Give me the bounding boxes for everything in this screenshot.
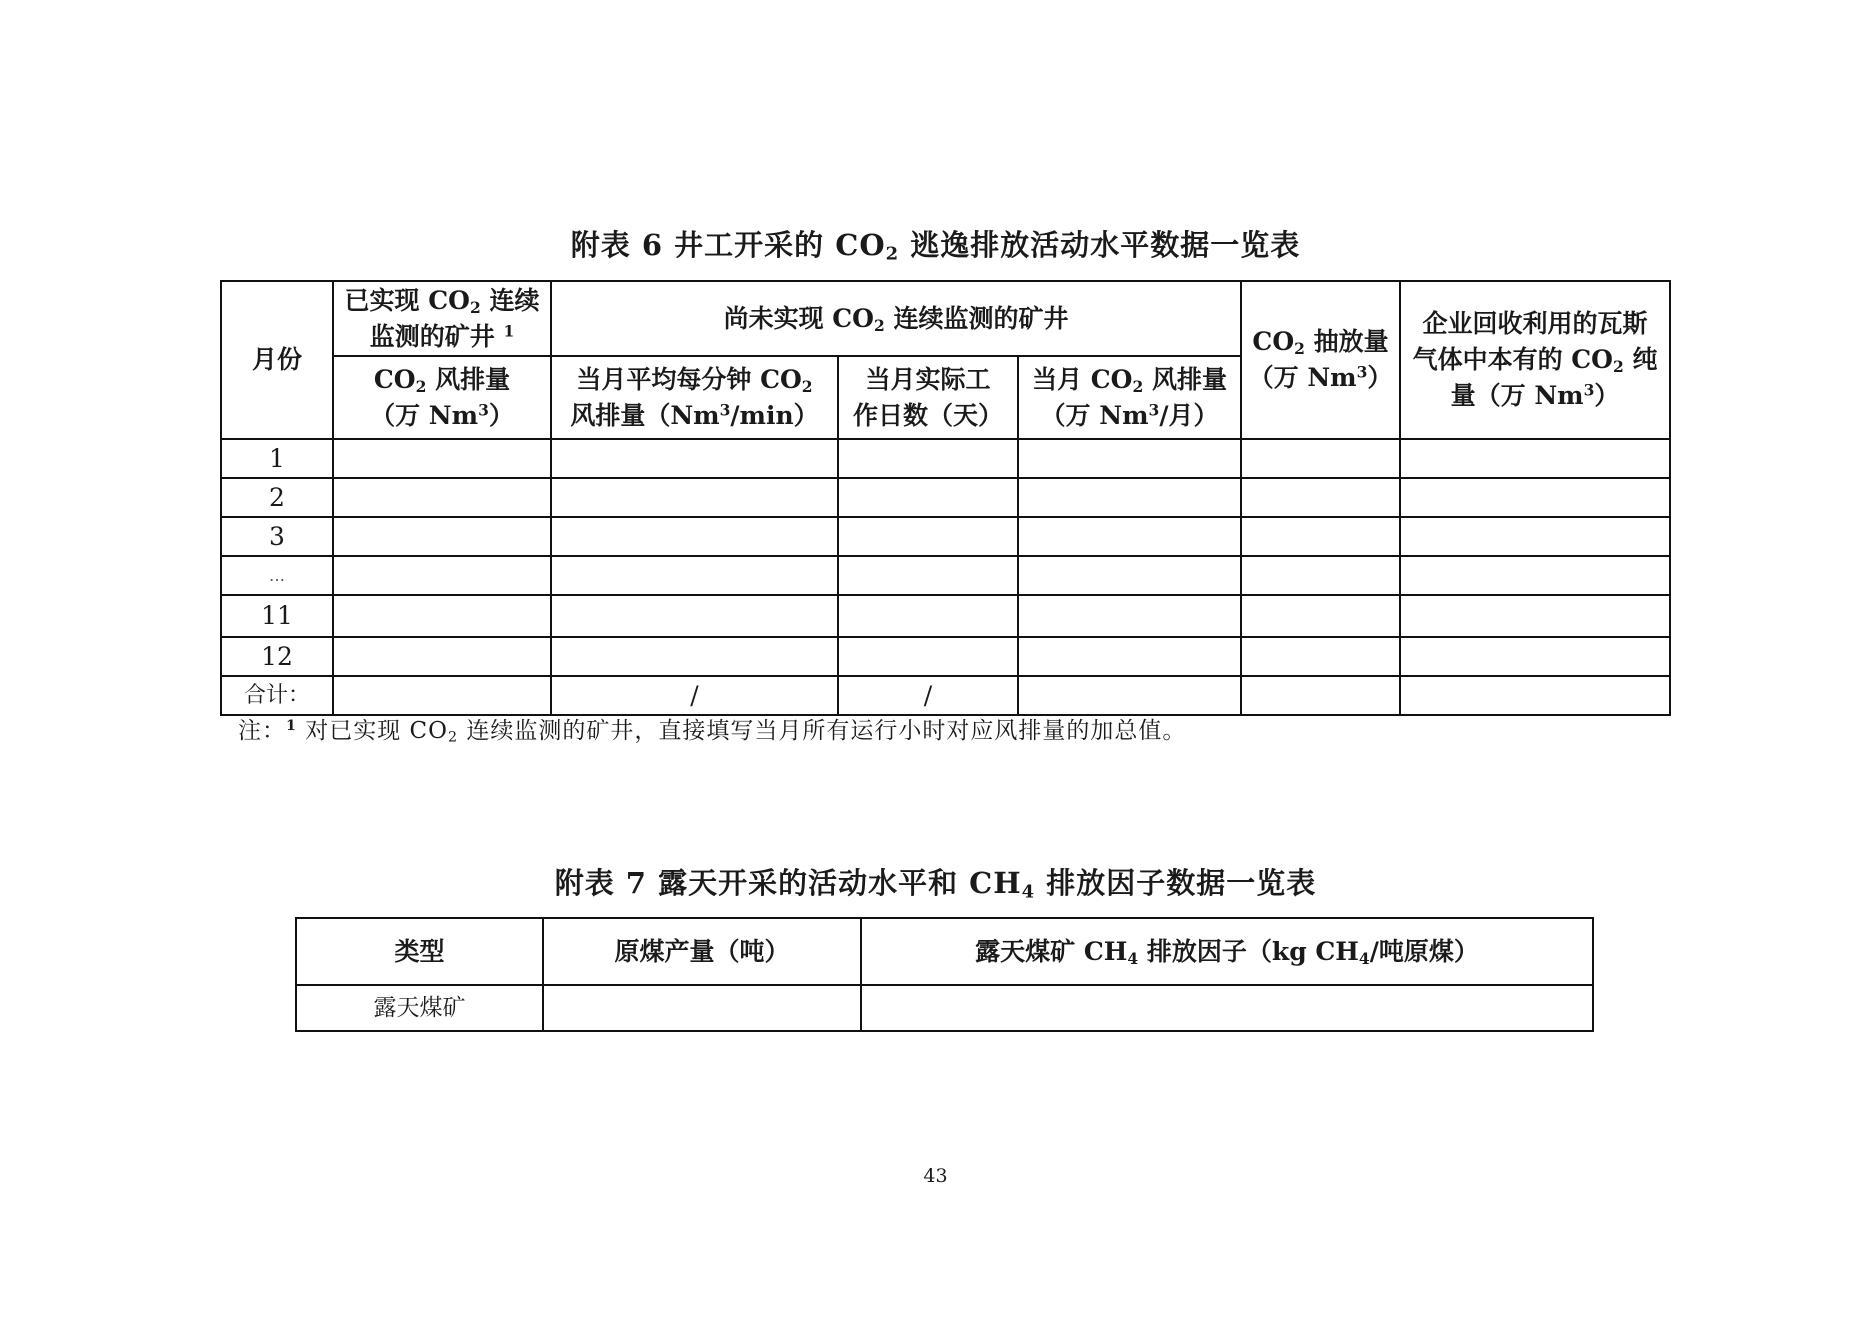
data-cell[interactable] — [333, 517, 551, 556]
data-cell[interactable] — [838, 556, 1018, 595]
header-monitored-mines: 已实现 $CO_2$ 连续 监测的矿井 $^1$ — [333, 281, 551, 356]
data-cell[interactable] — [1018, 439, 1241, 478]
header-monthly-vent: 当月 $CO_2$ 风排量 （万 Nm$^3$/月） — [1018, 356, 1241, 439]
data-cell[interactable] — [551, 478, 838, 517]
data-cell[interactable] — [333, 676, 551, 715]
total-slash: / — [838, 676, 1018, 715]
data-cell[interactable] — [1018, 556, 1241, 595]
data-cell[interactable] — [838, 595, 1018, 637]
row-label: 露天煤矿 — [296, 985, 543, 1031]
data-cell[interactable] — [1018, 637, 1241, 676]
data-cell[interactable] — [838, 478, 1018, 517]
table-row — [296, 985, 1593, 1031]
header-extraction: $CO_2$ 抽放量 （万 Nm$^3$） — [1241, 281, 1400, 439]
month-cell: 2 — [221, 478, 333, 517]
data-cell[interactable] — [1400, 556, 1670, 595]
data-cell[interactable] — [1241, 595, 1400, 637]
data-cell[interactable] — [551, 556, 838, 595]
data-cell[interactable] — [551, 637, 838, 676]
table-row — [221, 439, 1670, 478]
data-cell[interactable] — [1018, 517, 1241, 556]
data-cell[interactable] — [838, 637, 1018, 676]
month-cell: 3 — [221, 517, 333, 556]
header-vent-volume: $CO_2$ 风排量 （万 Nm$^3$） — [333, 356, 551, 439]
data-cell[interactable] — [333, 595, 551, 637]
month-cell: 1 — [221, 439, 333, 478]
data-cell[interactable] — [333, 637, 551, 676]
data-cell[interactable] — [333, 556, 551, 595]
header-avg-per-minute: 当月平均每分钟 $CO_2$ 风排量（Nm$^3$/min） — [551, 356, 838, 439]
data-cell[interactable] — [1241, 676, 1400, 715]
table-row — [221, 595, 1670, 637]
table6-title: 附表 6 井工开采的 $CO_2$ 逃逸排放活动水平数据一览表 — [570, 228, 1301, 265]
table6 — [220, 280, 1671, 716]
data-cell[interactable] — [1241, 478, 1400, 517]
table-row — [221, 556, 1670, 595]
table-total-row — [221, 676, 1670, 715]
header-emission-factor: 露天煤矿 $CH_4$ 排放因子（kg $CH_4/$吨原煤） — [861, 918, 1593, 985]
table7 — [295, 917, 1594, 1032]
header-recovery: 企业回收利用的瓦斯 气体中本有的 $CO_2$ 纯 量（万 Nm$^3$） — [1400, 281, 1670, 439]
data-cell[interactable] — [1018, 676, 1241, 715]
data-cell[interactable] — [551, 439, 838, 478]
table-row — [221, 478, 1670, 517]
data-cell[interactable] — [333, 478, 551, 517]
data-cell[interactable] — [1400, 637, 1670, 676]
data-cell[interactable] — [1400, 478, 1670, 517]
data-cell[interactable] — [861, 985, 1593, 1031]
table6-note: 注：$^1$ 对已实现 $CO_2$ 连续监测的矿井，直接填写当月所有运行小时对应风排量的加总值。 — [238, 718, 1187, 746]
data-cell[interactable] — [543, 985, 861, 1031]
month-cell: 11 — [221, 595, 333, 637]
data-cell[interactable] — [1241, 439, 1400, 478]
data-cell[interactable] — [1241, 637, 1400, 676]
data-cell[interactable] — [838, 517, 1018, 556]
data-cell[interactable] — [1400, 439, 1670, 478]
page-number: 43 — [923, 1165, 948, 1187]
data-cell[interactable] — [1241, 517, 1400, 556]
month-cell: … — [221, 556, 333, 595]
header-type: 类型 — [296, 918, 543, 985]
month-cell: 12 — [221, 637, 333, 676]
data-cell[interactable] — [333, 439, 551, 478]
data-cell[interactable] — [1018, 595, 1241, 637]
data-cell[interactable] — [551, 595, 838, 637]
table-row — [221, 517, 1670, 556]
data-cell[interactable] — [1018, 478, 1241, 517]
data-cell[interactable] — [551, 517, 838, 556]
data-cell[interactable] — [1400, 595, 1670, 637]
table7-title: 附表 7 露天开采的活动水平和 $CH_4$ 排放因子数据一览表 — [554, 866, 1317, 903]
header-working-days: 当月实际工 作日数（天） — [838, 356, 1018, 439]
header-coal-output: 原煤产量（吨） — [543, 918, 861, 985]
header-month: 月份 — [221, 281, 333, 439]
data-cell[interactable] — [1400, 676, 1670, 715]
data-cell[interactable] — [1400, 517, 1670, 556]
header-unmonitored-mines: 尚未实现 $CO_2$ 连续监测的矿井 — [551, 281, 1241, 356]
table-row — [221, 637, 1670, 676]
data-cell[interactable] — [1241, 556, 1400, 595]
total-label: 合计： — [221, 676, 333, 715]
total-slash: / — [551, 676, 838, 715]
data-cell[interactable] — [838, 439, 1018, 478]
